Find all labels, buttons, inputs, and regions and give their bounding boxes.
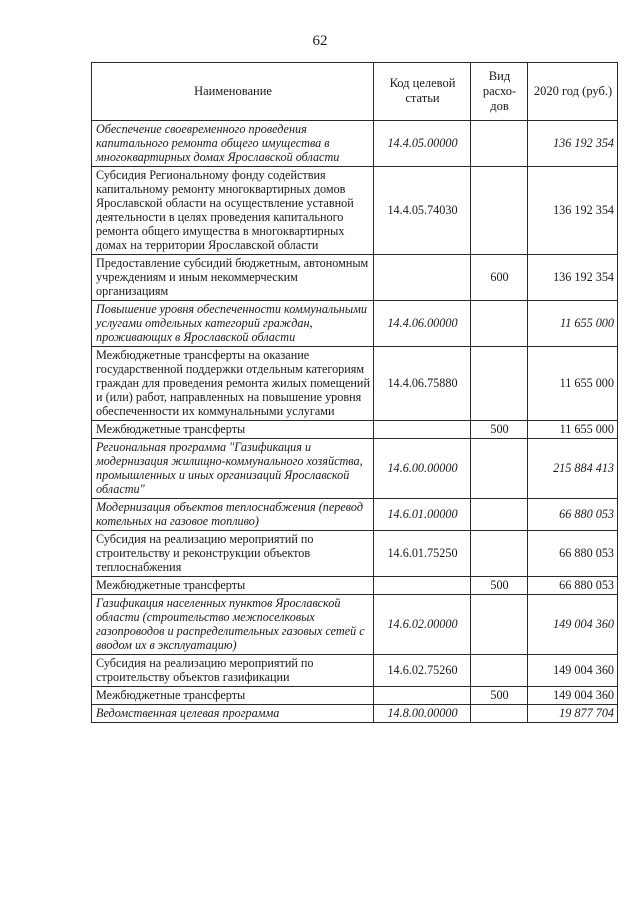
header-type: Вид расхо-дов [471, 63, 528, 121]
cell-code: 14.4.06.00000 [374, 301, 471, 347]
cell-sum: 149 004 360 [528, 687, 618, 705]
table-row [92, 499, 618, 531]
cell-code [374, 421, 471, 439]
cell-code: 14.4.06.75880 [374, 347, 471, 421]
table-row [92, 347, 618, 421]
cell-sum: 66 880 053 [528, 499, 618, 531]
cell-type [471, 595, 528, 655]
cell-sum: 66 880 053 [528, 577, 618, 595]
cell-type [471, 347, 528, 421]
cell-name: Межбюджетные трансферты на оказание государственной поддержки отдельным категориям граждан для проведения ремонта жилых помещений и (или) работ, направленных на повышение уровня обеспеченности их коммунальными услугами [92, 347, 374, 421]
cell-type: 500 [471, 421, 528, 439]
cell-code [374, 255, 471, 301]
cell-name: Модернизация объектов теплоснабжения (перевод котельных на газовое топливо) [92, 499, 374, 531]
cell-sum: 11 655 000 [528, 301, 618, 347]
table-header-row [92, 63, 618, 121]
cell-code: 14.6.02.75260 [374, 655, 471, 687]
cell-type: 500 [471, 577, 528, 595]
cell-name: Субсидия Региональному фонду содействия капитальному ремонту многоквартирных домов Ярославской области на осуществление уставной деятельности в целях проведения капитального ремонта общего имущества в многоквартирных домах на территории Ярославской области [92, 167, 374, 255]
header-sum: 2020 год (руб.) [528, 63, 618, 121]
cell-code [374, 687, 471, 705]
cell-name: Субсидия на реализацию мероприятий по строительству и реконструкции объектов теплоснабжения [92, 531, 374, 577]
cell-type [471, 121, 528, 167]
cell-name: Ведомственная целевая программа [92, 705, 374, 723]
table-row [92, 301, 618, 347]
table-row [92, 577, 618, 595]
cell-sum: 11 655 000 [528, 347, 618, 421]
table-row [92, 121, 618, 167]
page-number: 62 [312, 33, 328, 49]
cell-type [471, 301, 528, 347]
table-row [92, 595, 618, 655]
table-row [92, 255, 618, 301]
cell-code: 14.4.05.00000 [374, 121, 471, 167]
cell-sum: 136 192 354 [528, 121, 618, 167]
table-row [92, 687, 618, 705]
table-row [92, 167, 618, 255]
table-body [92, 121, 618, 723]
cell-type: 600 [471, 255, 528, 301]
cell-sum: 215 884 413 [528, 439, 618, 499]
cell-sum: 66 880 053 [528, 531, 618, 577]
cell-sum: 19 877 704 [528, 705, 618, 723]
table-row [92, 655, 618, 687]
cell-code: 14.6.00.00000 [374, 439, 471, 499]
budget-table [91, 62, 618, 723]
header-code: Код целевой статьи [374, 63, 471, 121]
cell-code: 14.6.02.00000 [374, 595, 471, 655]
cell-code [374, 577, 471, 595]
cell-name: Региональная программа "Газификация и модернизация жилищно-коммунального хозяйства, промышленных и иных организаций Ярославской области" [92, 439, 374, 499]
cell-type [471, 499, 528, 531]
cell-code: 14.6.01.00000 [374, 499, 471, 531]
cell-code: 14.6.01.75250 [374, 531, 471, 577]
cell-name: Межбюджетные трансферты [92, 577, 374, 595]
cell-sum: 149 004 360 [528, 655, 618, 687]
cell-type: 500 [471, 687, 528, 705]
cell-name: Субсидия на реализацию мероприятий по строительству объектов газификации [92, 655, 374, 687]
cell-name: Межбюджетные трансферты [92, 421, 374, 439]
cell-type [471, 439, 528, 499]
cell-type [471, 705, 528, 723]
cell-type [471, 531, 528, 577]
cell-code: 14.8.00.00000 [374, 705, 471, 723]
cell-sum: 149 004 360 [528, 595, 618, 655]
cell-sum: 136 192 354 [528, 255, 618, 301]
header-name: Наименование [92, 63, 374, 121]
table-row [92, 531, 618, 577]
cell-name: Обеспечение своевременного проведения капитального ремонта общего имущества в многоквартирных домах Ярославской области [92, 121, 374, 167]
cell-name: Газификация населенных пунктов Ярославской области (строительство межпоселковых газопроводов и распределительных газовых сетей с вводом их в эксплуатацию) [92, 595, 374, 655]
table-row [92, 705, 618, 723]
cell-name: Межбюджетные трансферты [92, 687, 374, 705]
cell-sum: 136 192 354 [528, 167, 618, 255]
cell-sum: 11 655 000 [528, 421, 618, 439]
cell-name: Повышение уровня обеспеченности коммунальными услугами отдельных категорий граждан, проживающих в Ярославской области [92, 301, 374, 347]
cell-type [471, 167, 528, 255]
table-row [92, 439, 618, 499]
cell-code: 14.4.05.74030 [374, 167, 471, 255]
table-row [92, 421, 618, 439]
cell-type [471, 655, 528, 687]
cell-name: Предоставление субсидий бюджетным, автономным учреждениям и иным некоммерческим организациям [92, 255, 374, 301]
